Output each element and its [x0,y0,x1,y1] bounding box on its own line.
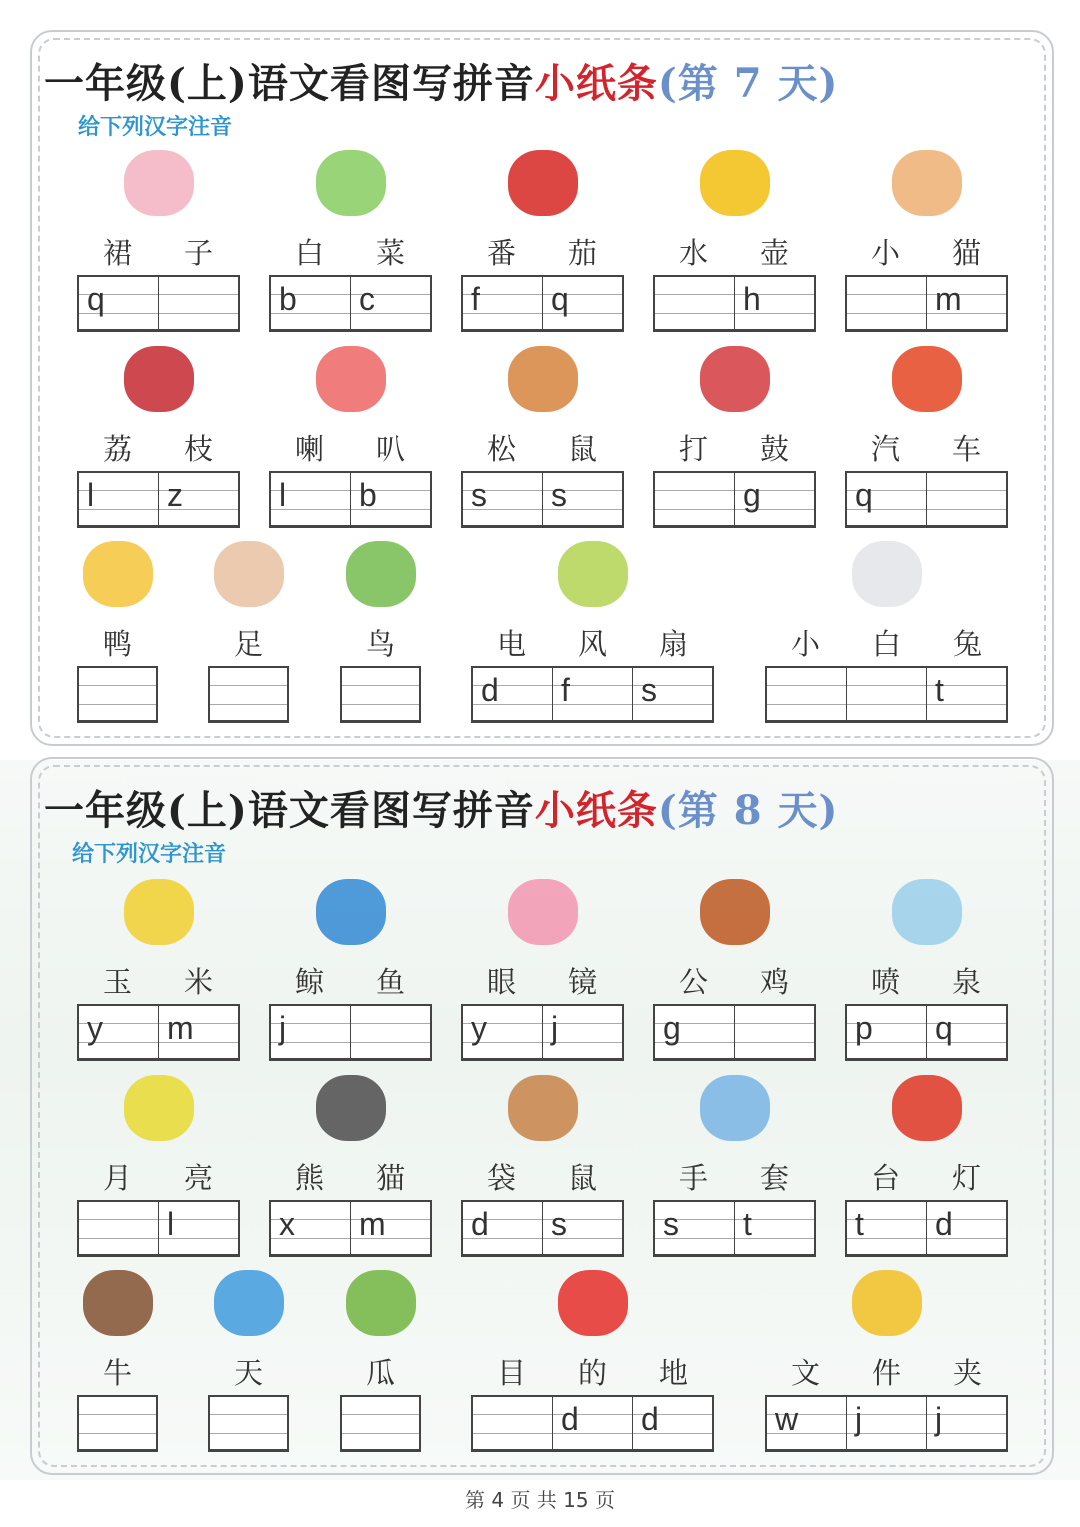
pinyin-cell[interactable] [463,1006,542,1058]
hanzi-char: 月 [102,1161,132,1195]
pinyin-box-group [77,1004,240,1061]
hanzi-char: 打 [678,432,708,466]
rabbit-icon [852,541,922,607]
pinyin-box-group [461,471,624,528]
pinyin-box-group [461,1004,624,1061]
pinyin-cell[interactable] [847,277,926,329]
hanzi-char: 茄 [567,236,597,270]
hanzi-char: 文 [790,1356,820,1390]
hanzi-char: 松 [486,432,516,466]
pinyin-cell[interactable] [79,1397,156,1449]
hanzi-char: 套 [759,1161,789,1195]
pinyin-cell[interactable] [271,1202,350,1254]
pinyin-initial: s [551,1206,567,1242]
hanzi-char: 瓜 [365,1356,395,1390]
pinyin-initial: m [935,281,962,317]
pinyin-initial: s [471,477,487,513]
hanzi-char: 灯 [951,1161,981,1195]
worksheet-title [44,52,838,109]
hanzi-char: 目 [496,1356,526,1390]
pinyin-initial: y [471,1010,487,1046]
pinyin-cell[interactable] [734,1006,814,1058]
hanzi-char: 猫 [951,236,981,270]
hanzi-char: 小 [790,627,820,661]
pinyin-cell[interactable] [271,277,350,329]
lychee-icon [124,346,194,412]
hanzi-char: 鸟 [365,627,395,661]
hanzi-char: 车 [951,432,981,466]
pinyin-initial: f [561,672,570,708]
pinyin-initial: d [471,1206,489,1242]
hanzi-char: 白 [871,627,901,661]
pinyin-box-group [77,471,240,528]
pinyin-box-group [269,1004,432,1061]
pinyin-box-group [845,1200,1008,1257]
squirrel-icon [508,346,578,412]
pinyin-cell[interactable] [734,277,814,329]
megaphone-icon [316,346,386,412]
hanzi-char: 牛 [102,1356,132,1390]
pinyin-cell[interactable] [542,1006,622,1058]
pinyin-initial: h [743,281,761,317]
pinyin-box-group [461,275,624,332]
instruction-text: 给下列汉字注音 [78,115,233,140]
pinyin-initial: d [641,1401,659,1437]
duck-icon [83,541,153,607]
glasses-icon [508,879,578,945]
hanzi-char: 鱼 [375,965,405,999]
pinyin-cell[interactable] [846,668,926,720]
pinyin-initial: b [279,281,297,317]
pinyin-cell[interactable] [79,1202,158,1254]
hanzi-char: 白 [294,236,324,270]
hanzi-char: 叭 [375,432,405,466]
rooster-icon [700,879,770,945]
hanzi-char: 泉 [951,965,981,999]
cat-icon [892,150,962,216]
hanzi-char: 的 [577,1356,607,1390]
title-main: 一年级(上)语文看图写拼音 [44,60,535,107]
pinyin-cell[interactable] [350,473,430,525]
pinyin-initial: m [167,1010,194,1046]
pinyin-initial: b [359,477,377,513]
pinyin-cell[interactable] [79,277,158,329]
hanzi-char: 熊 [294,1161,324,1195]
pinyin-cell[interactable] [552,1397,632,1449]
hanzi-char: 鲸 [294,965,324,999]
pinyin-cell[interactable] [926,1006,1006,1058]
hanzi-char: 电 [496,627,526,661]
pinyin-box-group [653,1004,816,1061]
pinyin-cell[interactable] [210,668,287,720]
hanzi-char: 夹 [952,1356,982,1390]
pinyin-initial: l [279,477,287,513]
hanzi-char: 镜 [567,965,597,999]
pinyin-initial: j [935,1401,943,1437]
mittens-icon [700,1075,770,1141]
pinyin-cell[interactable] [632,1397,712,1449]
pinyin-box-group [77,275,240,332]
folder-icon [852,1270,922,1336]
hanzi-char: 喷 [870,965,900,999]
pinyin-box-group [269,1200,432,1257]
page-footer: 第 4 页 共 15 页 [465,1488,615,1512]
kangaroo-icon [508,1075,578,1141]
pinyin-initial: t [935,672,944,708]
pinyin-initial: y [87,1010,103,1046]
hanzi-char: 玉 [102,965,132,999]
pinyin-box-group [653,1200,816,1257]
hanzi-char: 喇 [294,432,324,466]
pinyin-initial: l [167,1206,175,1242]
hanzi-char: 子 [183,236,213,270]
pinyin-cell[interactable] [342,668,419,720]
hanzi-char: 地 [658,1356,688,1390]
panda-icon [316,1075,386,1141]
pinyin-initial: d [935,1206,953,1242]
pinyin-cell[interactable] [542,473,622,525]
pinyin-cell[interactable] [847,1006,926,1058]
pinyin-cell[interactable] [210,1397,287,1449]
map-pin-icon [558,1270,628,1336]
pinyin-initial: z [167,477,183,513]
hanzi-char: 番 [486,236,516,270]
fan-icon [558,541,628,607]
pinyin-box-group [845,275,1008,332]
pinyin-box-group [765,666,1008,723]
pinyin-initial: q [87,281,105,317]
hanzi-char: 袋 [486,1161,516,1195]
pinyin-box-group [208,666,289,723]
whale-icon [316,879,386,945]
pinyin-box-group [340,666,421,723]
worksheet-title [44,779,838,836]
pinyin-cell[interactable] [350,1202,430,1254]
cabbage-icon [316,150,386,216]
hanzi-char: 鼠 [567,1161,597,1195]
hanzi-char: 手 [678,1161,708,1195]
hanzi-char: 枝 [183,432,213,466]
hanzi-char: 鼠 [567,432,597,466]
pinyin-cell[interactable] [79,668,156,720]
pinyin-box-group [461,1200,624,1257]
pinyin-cell[interactable] [552,668,632,720]
pinyin-cell[interactable] [158,277,238,329]
pinyin-cell[interactable] [632,668,712,720]
hanzi-char: 鸡 [759,965,789,999]
hanzi-char: 鼓 [759,432,789,466]
hanzi-char: 小 [870,236,900,270]
pinyin-cell[interactable] [463,473,542,525]
hanzi-char: 台 [870,1161,900,1195]
pinyin-initial: q [935,1010,953,1046]
pinyin-initial: l [87,477,95,513]
fountain-icon [892,879,962,945]
hanzi-char: 兔 [952,627,982,661]
pinyin-cell[interactable] [158,473,238,525]
pinyin-initial: x [279,1206,295,1242]
pinyin-box-group [653,275,816,332]
corn-icon [124,879,194,945]
pinyin-cell[interactable] [79,473,158,525]
pinyin-initial: p [855,1010,873,1046]
pinyin-initial: c [359,281,375,317]
pinyin-cell[interactable] [926,668,1006,720]
title-highlight: 小纸条 [534,787,658,834]
title-day: (第 7 天) [657,60,839,107]
pinyin-initial: f [471,281,480,317]
pinyin-box-group [765,1395,1008,1452]
hanzi-char: 公 [678,965,708,999]
hanzi-char: 汽 [870,432,900,466]
hanzi-char: 荔 [102,432,132,466]
pinyin-cell[interactable] [655,473,734,525]
pinyin-initial: t [743,1206,752,1242]
pinyin-initial: j [551,1010,559,1046]
pinyin-box-group [340,1395,421,1452]
pinyin-box-group [208,1395,289,1452]
hanzi-char: 眼 [486,965,516,999]
pinyin-initial: q [551,281,569,317]
pinyin-cell[interactable] [158,1006,238,1058]
hanzi-char: 猫 [375,1161,405,1195]
pinyin-cell[interactable] [271,1006,350,1058]
pinyin-initial: t [855,1206,864,1242]
hanzi-char: 鸭 [102,627,132,661]
title-day: (第 8 天) [657,787,839,834]
pinyin-box-group [471,1395,714,1452]
pinyin-cell[interactable] [846,1397,926,1449]
hanzi-char: 水 [678,236,708,270]
pinyin-cell[interactable] [542,1202,622,1254]
title-highlight: 小纸条 [534,60,658,107]
feet-icon [214,541,284,607]
pinyin-box-group [269,275,432,332]
pinyin-cell[interactable] [473,668,552,720]
hanzi-char: 裙 [102,236,132,270]
pinyin-initial: g [743,477,761,513]
pinyin-cell[interactable] [463,1202,542,1254]
pinyin-initial: s [551,477,567,513]
title-main: 一年级(上)语文看图写拼音 [44,787,535,834]
sky-icon [214,1270,284,1336]
hanzi-char: 扇 [658,627,688,661]
pinyin-cell[interactable] [734,473,814,525]
dress-icon [124,150,194,216]
pinyin-initial: m [359,1206,386,1242]
instruction-text: 给下列汉字注音 [72,842,227,867]
hanzi-char: 亮 [183,1161,213,1195]
pinyin-box-group [77,1200,240,1257]
pinyin-initial: w [775,1401,799,1437]
hanzi-char: 天 [233,1356,263,1390]
moon-icon [124,1075,194,1141]
pinyin-cell[interactable] [158,1202,238,1254]
pinyin-box-group [269,471,432,528]
kettle-icon [700,150,770,216]
hanzi-char: 米 [183,965,213,999]
pinyin-cell[interactable] [542,277,622,329]
tomato-icon [508,150,578,216]
drum-icon [700,346,770,412]
pinyin-initial: s [641,672,657,708]
pinyin-initial: j [279,1010,287,1046]
pinyin-initial: s [663,1206,679,1242]
pinyin-initial: g [663,1010,681,1046]
hanzi-char: 件 [871,1356,901,1390]
pinyin-box-group [845,471,1008,528]
pinyin-cell[interactable] [926,277,1006,329]
pinyin-box-group [471,666,714,723]
pinyin-cell[interactable] [350,1006,430,1058]
hanzi-char: 风 [577,627,607,661]
pinyin-cell[interactable] [342,1397,419,1449]
pinyin-box-group [845,1004,1008,1061]
pinyin-cell[interactable] [271,473,350,525]
hanzi-char: 菜 [375,236,405,270]
pinyin-cell[interactable] [926,473,1006,525]
pinyin-cell[interactable] [655,277,734,329]
pinyin-initial: q [855,477,873,513]
pinyin-box-group [77,666,158,723]
car-icon [892,346,962,412]
pinyin-initial: j [855,1401,863,1437]
bird-icon [346,541,416,607]
pinyin-cell[interactable] [926,1397,1006,1449]
melon-icon [346,1270,416,1336]
lamp-icon [892,1075,962,1141]
cow-icon [83,1270,153,1336]
pinyin-cell[interactable] [734,1202,814,1254]
pinyin-cell[interactable] [767,1397,846,1449]
hanzi-char: 壶 [759,236,789,270]
pinyin-initial: d [481,672,499,708]
pinyin-cell[interactable] [655,1006,734,1058]
hanzi-char: 足 [233,627,263,661]
pinyin-cell[interactable] [463,277,542,329]
pinyin-cell[interactable] [767,668,846,720]
pinyin-initial: d [561,1401,579,1437]
pinyin-box-group [653,471,816,528]
pinyin-cell[interactable] [473,1397,552,1449]
pinyin-cell[interactable] [350,277,430,329]
pinyin-box-group [77,1395,158,1452]
pinyin-cell[interactable] [655,1202,734,1254]
pinyin-cell[interactable] [926,1202,1006,1254]
pinyin-cell[interactable] [847,1202,926,1254]
pinyin-cell[interactable] [847,473,926,525]
pinyin-cell[interactable] [79,1006,158,1058]
